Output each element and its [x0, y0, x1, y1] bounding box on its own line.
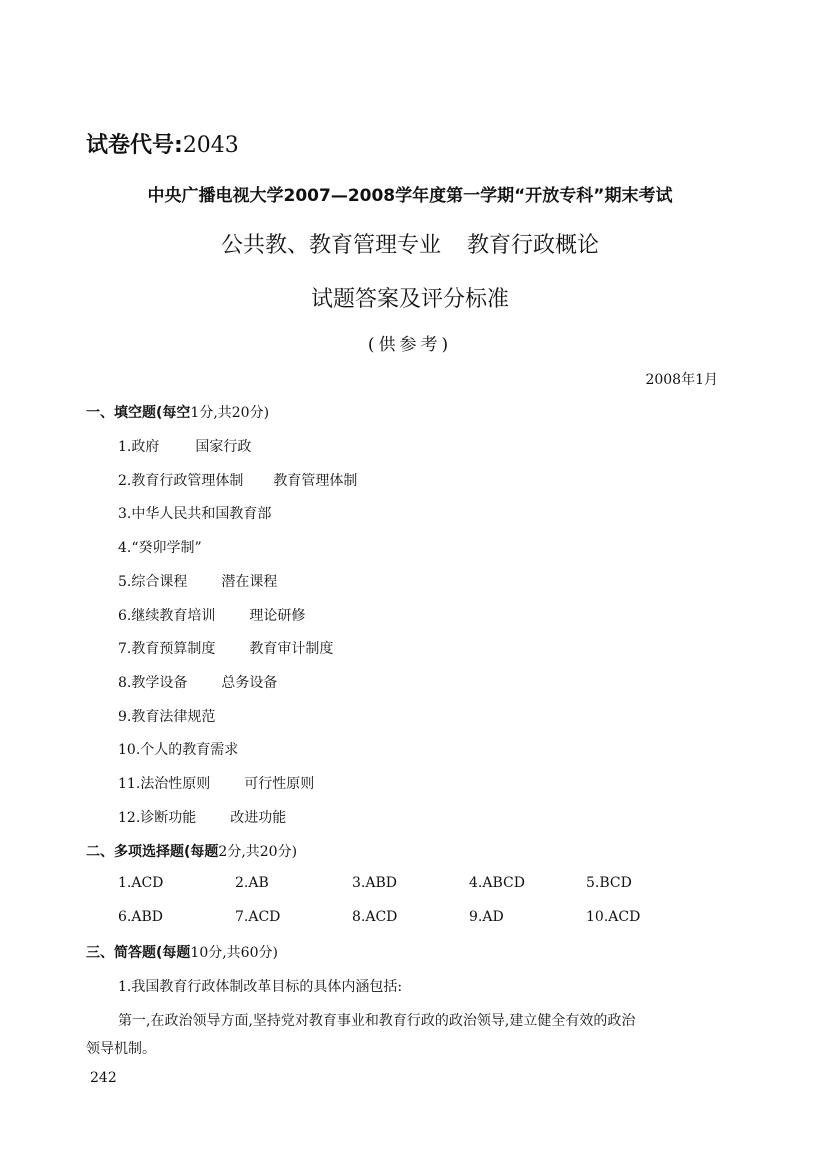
fill-blank-item	[118, 638, 333, 658]
section2-heading-text: 二、多项选择题(每题	[86, 844, 219, 860]
fill-blank-answer-1: 12.诊断功能	[118, 809, 197, 826]
section3-heading-text: 三、简答题(每题	[86, 945, 191, 961]
subject-line	[0, 228, 820, 259]
fill-blank-item	[118, 605, 305, 625]
mc-answer: 9.AD	[469, 909, 504, 925]
fill-blank-answer-2: 总务设备	[221, 674, 278, 691]
fill-blank-item	[118, 436, 251, 456]
section3-heading	[86, 942, 278, 962]
reference-note: (供参考)	[367, 335, 453, 355]
mc-answer: 6.ABD	[118, 909, 163, 925]
mc-answer: 3.ABD	[352, 875, 397, 891]
mc-answer: 4.ABCD	[469, 875, 525, 891]
fill-blank-answer-1: 1.政府	[118, 439, 160, 455]
exam-code	[86, 128, 239, 159]
section1-heading-score: 1分,共20分)	[190, 405, 270, 421]
short-answer-q1-para1-line1: 第一,在政治领导方面,坚持党对教育事业和教育行政的政治领导,建立健全有效的政治	[118, 1013, 636, 1029]
fill-blank-answer-2: 潜在课程	[221, 573, 278, 590]
fill-blank-item	[118, 537, 202, 557]
fill-blank-answer-1: 10.个人的教育需求	[118, 742, 239, 759]
fill-blank-item	[118, 706, 215, 726]
fill-blank-answer-1: 4.“癸卯学制”	[118, 540, 202, 557]
mc-answer: 10.ACD	[586, 909, 641, 925]
fill-blank-answer-1: 11.法治性原则	[118, 776, 211, 792]
fill-blank-answer-2: 教育审计制度	[249, 641, 334, 658]
fill-blank-answer-2: 可行性原则	[244, 776, 315, 792]
mc-answer: 7.ACD	[235, 909, 281, 925]
mc-answer: 2.AB	[235, 875, 269, 891]
document-date: 2008年1月	[645, 372, 718, 388]
fill-blank-item	[118, 672, 277, 692]
subject-course: 教育行政概论	[467, 233, 600, 258]
mc-answer: 1.ACD	[118, 875, 164, 891]
fill-blank-answer-1: 5.综合课程	[118, 573, 188, 590]
fill-blank-answer-1: 7.教育预算制度	[118, 641, 216, 658]
fill-blank-answer-1: 6.继续教育培训	[118, 607, 216, 624]
exam-title: 中央广播电视大学2007—2008学年度第一学期“开放专科”期末考试	[147, 186, 673, 206]
fill-blank-answer-2: 国家行政	[195, 439, 252, 455]
fill-blank-answer-1: 8.教学设备	[118, 674, 188, 691]
document-title: 试题答案及评分标准	[310, 287, 509, 312]
fill-blank-answer-1: 9.教育法律规范	[118, 708, 216, 725]
fill-blank-answer-2: 教育管理体制	[273, 472, 358, 489]
subject-major: 公共教、教育管理专业	[220, 233, 441, 258]
fill-blank-answer-2: 理论研修	[249, 607, 306, 624]
fill-blank-item	[118, 470, 357, 490]
fill-blank-item	[118, 739, 238, 759]
section1-heading-text: 一、填空题(每空	[86, 405, 191, 421]
section3-heading-score: 10分,共60分)	[190, 945, 278, 961]
mc-answer: 5.BCD	[586, 875, 632, 891]
short-answer-q1-intro: 1.我国教育行政体制改革目标的具体内涵包括:	[118, 979, 403, 995]
page-number: 242	[90, 1070, 117, 1086]
fill-blank-answer-2: 改进功能	[230, 809, 287, 826]
short-answer-q1-para1-line2: 领导机制。	[86, 1041, 156, 1057]
fill-blank-answer-1: 3.中华人民共和国教育部	[118, 506, 272, 523]
section1-heading	[86, 402, 269, 422]
fill-blank-item	[118, 807, 286, 827]
exam-code-value: 2043	[182, 133, 239, 158]
fill-blank-item	[118, 503, 271, 523]
mc-answer: 8.ACD	[352, 909, 398, 925]
fill-blank-answer-1: 2.教育行政管理体制	[118, 472, 244, 489]
exam-code-label: 试卷代号:	[86, 133, 183, 158]
section2-heading	[86, 841, 297, 861]
fill-blank-item	[118, 773, 314, 793]
section2-heading-score: 2分,共20分)	[218, 844, 298, 860]
fill-blank-item	[118, 571, 277, 591]
